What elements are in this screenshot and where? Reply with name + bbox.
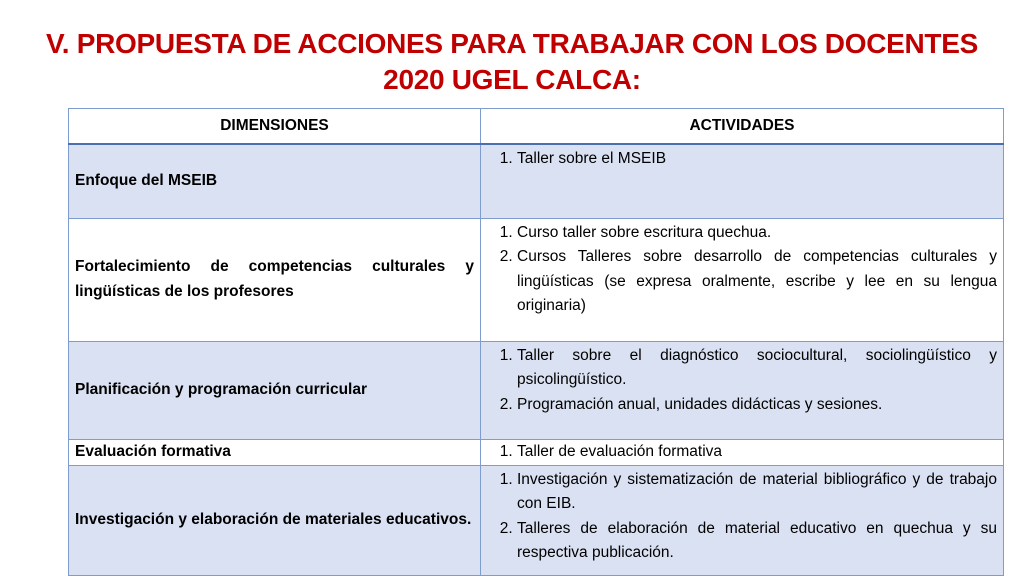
activities-cell [481,144,1004,218]
activities-list [487,147,997,172]
table-row [69,439,1004,465]
dimension-cell: Planificación y programación curricular [69,341,481,439]
dimension-cell: Investigación y elaboración de materiales educativos. [69,465,481,575]
dimension-cell: Fortalecimiento de competencias culturales y lingüísticas de los profesores [69,218,481,341]
title-line-2: 2020 UGEL CALCA: [383,64,641,95]
table-row [69,465,1004,575]
activity-item: 1. Taller de evaluación formativa [517,440,997,465]
activities-list [487,344,997,418]
activity-item: 1. Curso taller sobre escritura quechua. [517,221,997,246]
dimension-cell: Evaluación formativa [69,439,481,465]
header-dimensiones: DIMENSIONES [69,109,481,145]
activities-cell [481,341,1004,439]
table-row [69,341,1004,439]
activities-list [487,440,997,465]
title-line-1: V. PROPUESTA DE ACCIONES PARA TRABAJAR CON LOS DOCENTES [46,28,978,59]
table-row [69,218,1004,341]
activities-cell [481,218,1004,341]
activity-item: 1. Taller sobre el diagnóstico sociocultural, sociolingüístico y psicolingüístico. [517,344,997,393]
activity-item: 1. Investigación y sistematización de material bibliográfico y de trabajo con EIB. [517,468,997,517]
activities-list [487,468,997,566]
activities-list [487,221,997,319]
actions-table [68,108,1004,576]
activity-item: 1. Taller sobre el MSEIB [517,147,997,172]
dimension-cell: Enfoque del MSEIB [69,144,481,218]
activities-cell [481,439,1004,465]
activity-item: 2. Programación anual, unidades didácticas y sesiones. [517,393,997,418]
slide-title [0,26,1024,98]
activities-cell [481,465,1004,575]
table-header-row [69,109,1004,145]
header-actividades: ACTIVIDADES [481,109,1004,145]
table-row [69,144,1004,218]
activity-item: 2. Cursos Talleres sobre desarrollo de competencias culturales y lingüísticas (se expresa oralmente, escribe y lee en su lengua originaria) [517,245,997,319]
activity-item: 2. Talleres de elaboración de material educativo en quechua y su respectiva publicación. [517,517,997,566]
